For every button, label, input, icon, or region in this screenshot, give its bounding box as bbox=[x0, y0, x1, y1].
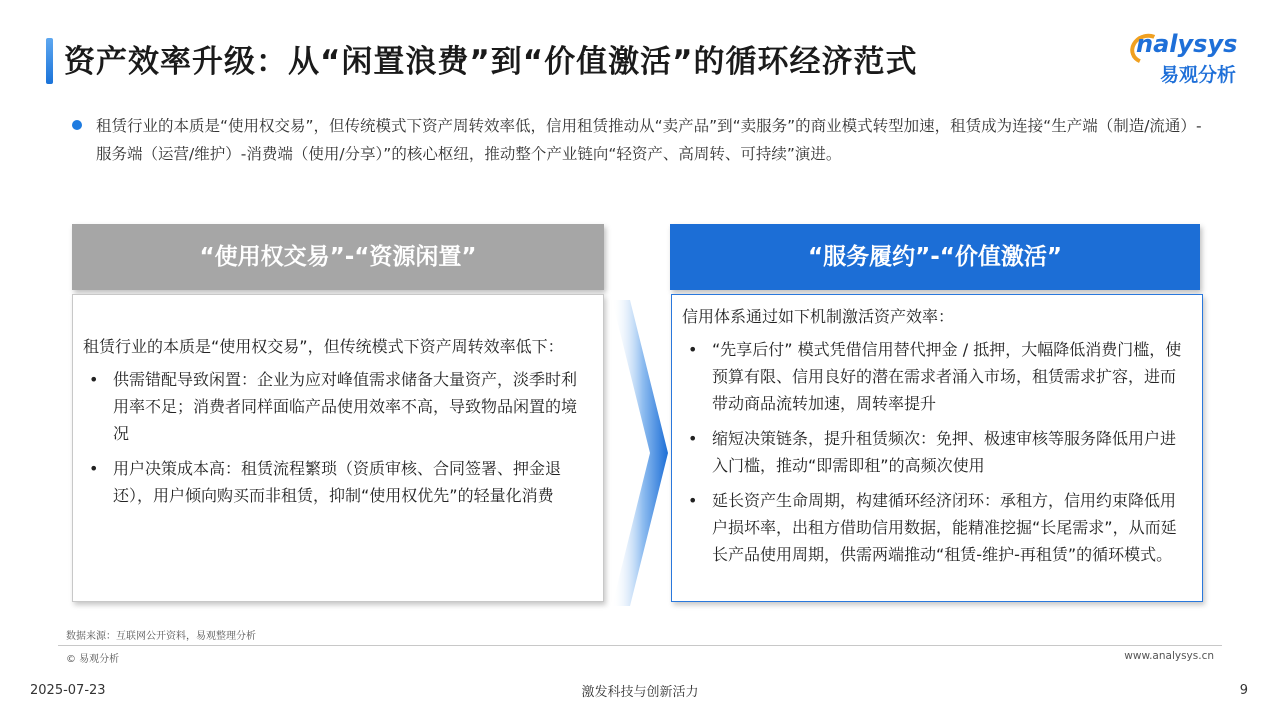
right-panel-item: • 缩短决策链条，提升租赁频次：免押、极速审核等服务降低用户进入门槛，推动“即需即租”的高频次使用 bbox=[682, 425, 1188, 479]
right-panel-heading: “服务履约”-“价值激活” bbox=[670, 224, 1200, 290]
logo-text-en: nalysys bbox=[1136, 30, 1238, 58]
right-panel-item: • “先享后付” 模式凭借信用替代押金 / 抵押，大幅降低消费门槛，使预算有限、信用良好的潜在需求者涌入市场，租赁需求扩容，进而带动商品流转加速，周转率提升 bbox=[682, 336, 1188, 417]
intro-text: 租赁行业的本质是“使用权交易”，但传统模式下资产周转效率低，信用租赁推动从“卖产品”到“卖服务”的商业模式转型加速，租赁成为连接“生产端（制造/流通）-服务端（运营/维护）-消费端（使用/分享）”的核心枢纽，推动整个产业链向“轻资产、高周转、可持续”演进。 bbox=[96, 117, 1202, 163]
copyright: © 易观分析 bbox=[66, 654, 120, 665]
bullet-dot-icon bbox=[72, 120, 82, 130]
left-panel-lead: 租赁行业的本质是“使用权交易”，但传统模式下资产周转效率低下： bbox=[83, 337, 564, 356]
analysys-logo bbox=[1130, 30, 1260, 90]
footer-divider bbox=[58, 645, 1222, 646]
intro-paragraph bbox=[72, 112, 1202, 168]
right-panel-lead: 信用体系通过如下机制激活资产效率： bbox=[682, 307, 955, 326]
chevron-right-icon bbox=[612, 300, 668, 606]
data-source: 数据来源：互联网公开资料，易观整理分析 bbox=[66, 631, 256, 642]
left-panel-item: • 供需错配导致闲置：企业为应对峰值需求储备大量资产，淡季时利用率不足；消费者同样面临产品使用效率不高，导致物品闲置的境况 bbox=[83, 366, 589, 447]
right-panel-item: • 延长资产生命周期，构建循环经济闭环：承租方，信用约束降低用户损坏率，出租方借助信用数据，能精准挖掘“长尾需求”，从而延长产品使用周期，供需两端推动“租赁-维护-再租赁”的循环模式。 bbox=[682, 487, 1188, 568]
page-number: 9 bbox=[1239, 683, 1248, 698]
left-panel-heading: “使用权交易”-“资源闲置” bbox=[72, 224, 604, 290]
report-date: 2025-07-23 bbox=[30, 683, 106, 698]
logo-text-cn: 易观分析 bbox=[1160, 64, 1237, 86]
right-panel bbox=[671, 294, 1203, 602]
page-title: 资产效率升级：从“闲置浪费”到“价值激活”的循环经济范式 bbox=[64, 44, 918, 80]
website-link[interactable]: www.analysys.cn bbox=[1124, 650, 1214, 662]
left-panel bbox=[72, 294, 604, 602]
title-accent-bar bbox=[46, 38, 53, 84]
left-panel-item: • 用户决策成本高：租赁流程繁琐（资质审核、合同签署、押金退还），用户倾向购买而非租赁，抑制“使用权优先”的轻量化消费 bbox=[83, 455, 589, 509]
footer-slogan: 激发科技与创新活力 bbox=[581, 685, 699, 700]
